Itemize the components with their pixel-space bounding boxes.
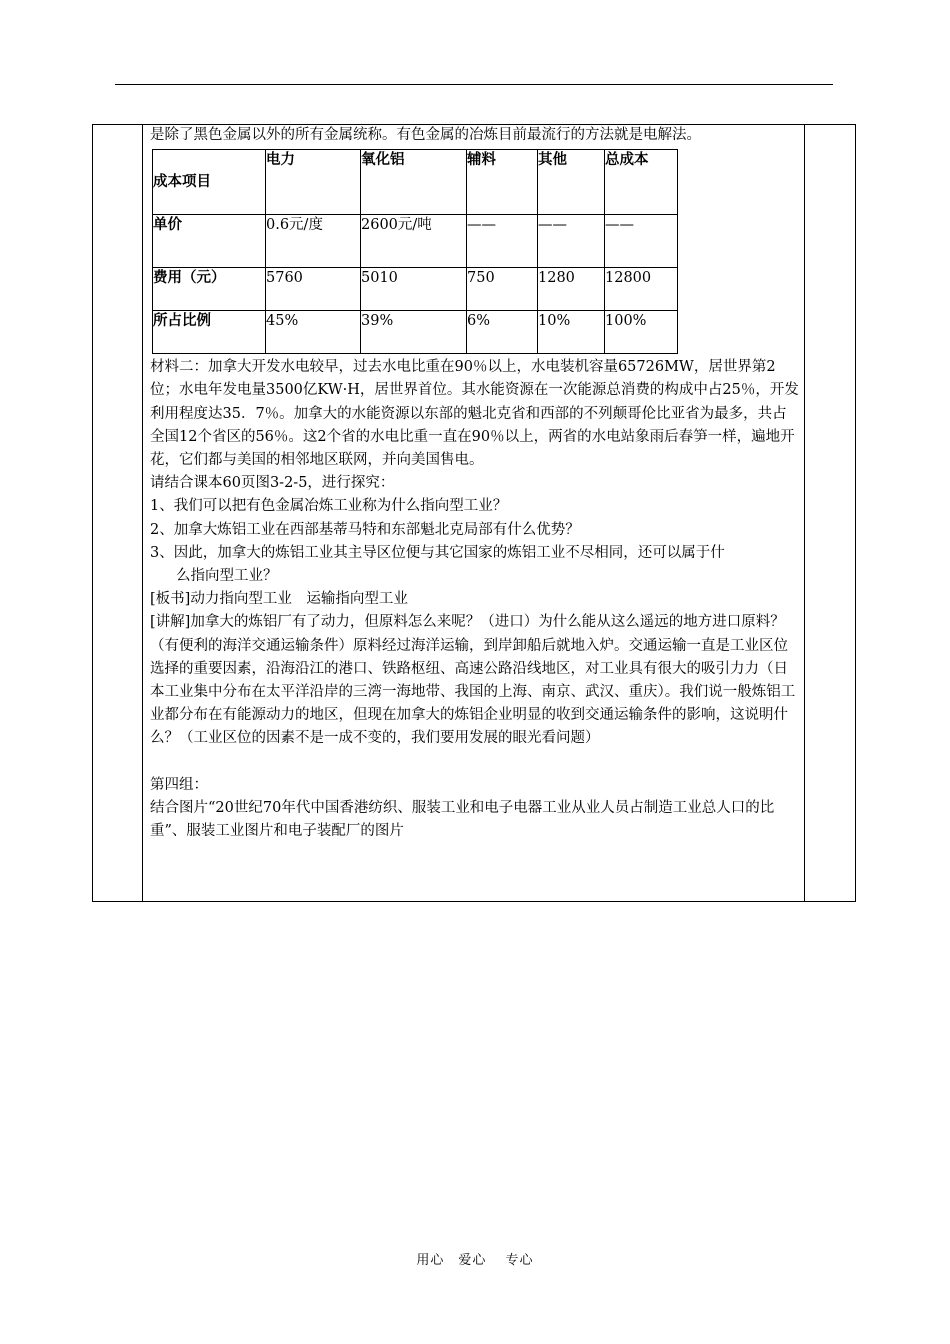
header-rule xyxy=(115,84,833,85)
table-header-cell: 电力 xyxy=(266,150,361,215)
column-divider-right xyxy=(804,124,805,902)
material-two-paragraph: 材料二：加拿大开发水电较早，过去水电比重在90％以上，水电装机容量65726MW，居世界第2位；水电年发电量3500亿KW·H，居世界首位。其水能资源在一次能源总消费的构成中占25％，开发利用程度达35．7％。加拿大的水能资源以东部的魁北克省和西部的不列颠哥伦比亚省为最多，共占全国12个省区的56％。这2个省的水电比重一直在90％以上，两省的水电站象雨后春笋一样，遍地开花，它们都与美国的相邻地区联网，并向美国售电。 xyxy=(150,359,799,469)
table-cell: 6% xyxy=(467,311,538,354)
table-cell: —— xyxy=(538,215,605,268)
lecture-paragraph: [讲解]加拿大的炼铝厂有了动力，但原料怎么来呢？（进口）为什么能从这么遥远的地方进口原料？（有便利的海洋交通运输条件）原料经过海洋运输，到岸卸船后就地入炉。交通运输一直是工业区位选择的重要因素，沿海沿江的港口、铁路枢纽、高速公路沿线地区，对工业具有很大的吸引力力（日本工业集中分布在太平洋沿岸的三湾一海地带、我国的上海、南京、武汉、重庆）。我们说一般炼铝工业都分布在有能源动力的地区，但现在加拿大的炼铝企业明显的收到交通运输条件的影响，这说明什么？（工业区位的因素不是一成不变的，我们要用发展的眼光看问题） xyxy=(150,614,796,747)
table-header-cell: 氧化铝 xyxy=(361,150,467,215)
table-row-label: 所占比例 xyxy=(153,311,266,354)
group-four-heading: 第四组： xyxy=(150,776,208,793)
table-row xyxy=(153,268,678,311)
table-cell: 1280 xyxy=(538,268,605,311)
table-cell: 12800 xyxy=(605,268,678,311)
table-row xyxy=(153,311,678,354)
table-cell: 0.6元/度 xyxy=(266,215,361,268)
table-cell: 2600元/吨 xyxy=(361,215,467,268)
table-header-cell: 成本项目 xyxy=(153,150,266,215)
table-cell: 45% xyxy=(266,311,361,354)
explore-prompt: 请结合课本60页图3-2-5，进行探究： xyxy=(150,475,395,492)
table-row xyxy=(153,215,678,268)
blank-line xyxy=(150,751,800,774)
column-divider-left xyxy=(142,124,143,902)
lesson-content xyxy=(150,124,800,843)
board-note: [板书]动力指向型工业 运输指向型工业 xyxy=(150,591,408,608)
table-cell: —— xyxy=(605,215,678,268)
table-cell: 100% xyxy=(605,311,678,354)
table-row-label: 费用（元） xyxy=(153,268,266,311)
intro-line: 是除了黑色金属以外的所有金属统称。有色金属的冶炼目前最流行的方法就是电解法。 xyxy=(150,127,701,143)
cost-table xyxy=(152,149,678,354)
cost-table-header-row xyxy=(153,150,678,215)
question-2: 2、加拿大炼铝工业在西部基蒂马特和东部魁北克局部有什么优势？ xyxy=(150,521,580,538)
table-header-cell: 辅料 xyxy=(467,150,538,215)
question-3: 3、因此，加拿大的炼铝工业其主导区位便与其它国家的炼铝工业不尽相同，还可以属于什 xyxy=(150,544,725,561)
table-cell: —— xyxy=(467,215,538,268)
page-footer: 用心 爱心 专心 xyxy=(416,1253,534,1268)
group-four-text: 结合图片“20世纪70年代中国香港纺织、服装工业和电子电器工业从业人员占制造工业总人口的比重”、服装工业图片和电子装配厂的图片 xyxy=(150,799,775,840)
table-cell: 10% xyxy=(538,311,605,354)
table-row-label: 单价 xyxy=(153,215,266,268)
question-3-continued: 么指向型工业？ xyxy=(176,568,278,585)
table-cell: 39% xyxy=(361,311,467,354)
table-header-cell: 其他 xyxy=(538,150,605,215)
table-cell: 750 xyxy=(467,268,538,311)
table-cell: 5760 xyxy=(266,268,361,311)
table-header-cell: 总成本 xyxy=(605,150,678,215)
table-cell: 5010 xyxy=(361,268,467,311)
question-1: 1、我们可以把有色金属冶炼工业称为什么指向型工业？ xyxy=(150,498,508,515)
